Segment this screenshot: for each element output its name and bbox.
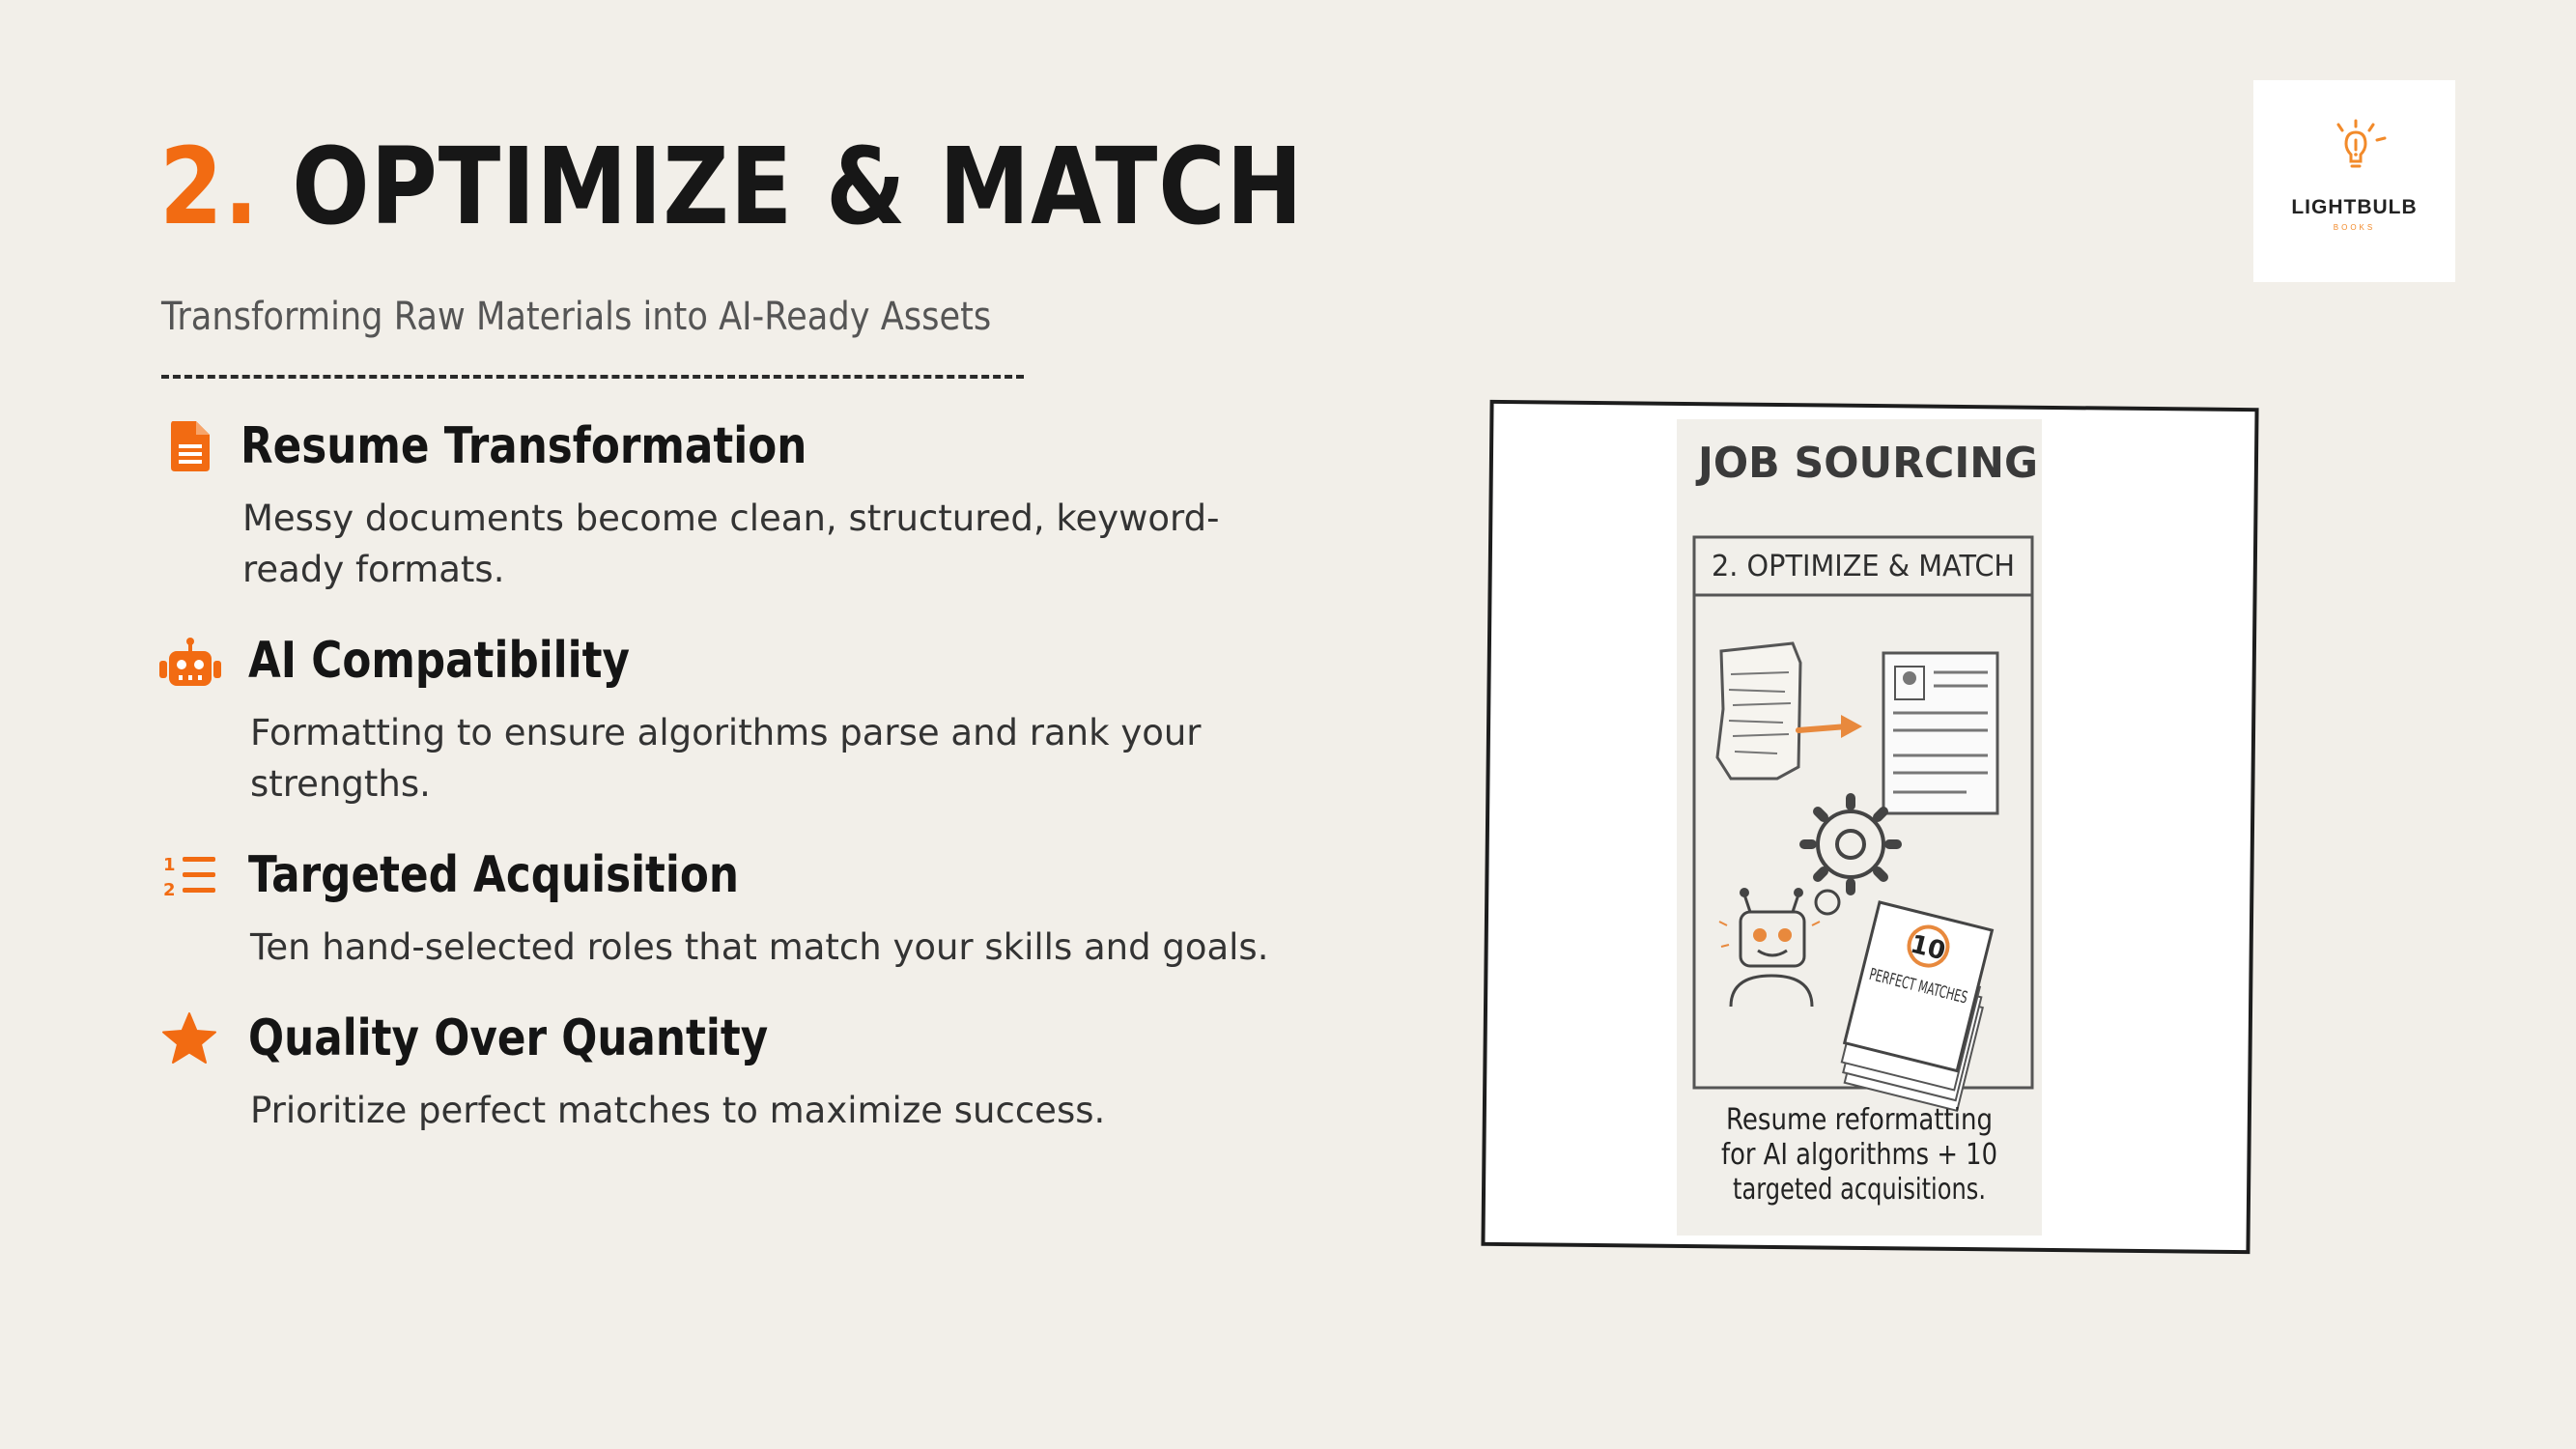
page-title	[159, 125, 1304, 248]
feature-description: Messy documents become clean, structured, keyword-ready formats.	[242, 497, 1220, 590]
feature-title: Resume Transformation	[241, 417, 807, 475]
brand-logo	[2253, 80, 2455, 282]
illustration-caption-line-2: for AI algorithms + 10	[1721, 1138, 1997, 1172]
badge-number: 10	[1907, 929, 1949, 967]
feature-title: Targeted Acquisition	[248, 846, 740, 904]
numbered-list-icon	[163, 854, 217, 898]
logo-wordmark: LIGHTBULB	[2291, 196, 2418, 218]
svg-text:1: 1	[163, 855, 176, 875]
illustration-step-title: 2. OPTIMIZE & MATCH	[1712, 550, 2015, 583]
feature-title: AI Compatibility	[248, 632, 630, 690]
page-subtitle: Transforming Raw Materials into AI-Ready Assets	[161, 295, 992, 339]
feature-description: Ten hand-selected roles that match your skills and goals.	[250, 926, 1269, 968]
title-text: OPTIMIZE & MATCH	[292, 125, 1304, 248]
document-icon	[167, 419, 213, 473]
illustration-poster	[1677, 419, 2042, 1236]
illustration-sketch	[1677, 419, 2042, 1236]
badge-text: PERFECT MATCHES	[1867, 965, 2024, 1022]
subtitle-divider	[161, 375, 1024, 379]
feature-description: Formatting to ensure algorithms parse and rank your strengths.	[250, 712, 1202, 805]
title-number: 2.	[159, 125, 260, 248]
star-icon	[161, 1011, 217, 1065]
illustration-caption-line-1: Resume reformatting	[1726, 1103, 1993, 1137]
feature-title: Quality Over Quantity	[248, 1009, 769, 1067]
logo-subtext: BOOKS	[2333, 223, 2376, 232]
illustration-header: JOB SOURCING	[1695, 439, 2038, 488]
robot-icon	[159, 638, 221, 688]
lightbulb-icon	[2319, 119, 2392, 177]
illustration-caption-line-3: targeted acquisitions.	[1733, 1173, 1986, 1207]
feature-description: Prioritize perfect matches to maximize success.	[250, 1090, 1106, 1131]
svg-text:2: 2	[163, 880, 176, 898]
